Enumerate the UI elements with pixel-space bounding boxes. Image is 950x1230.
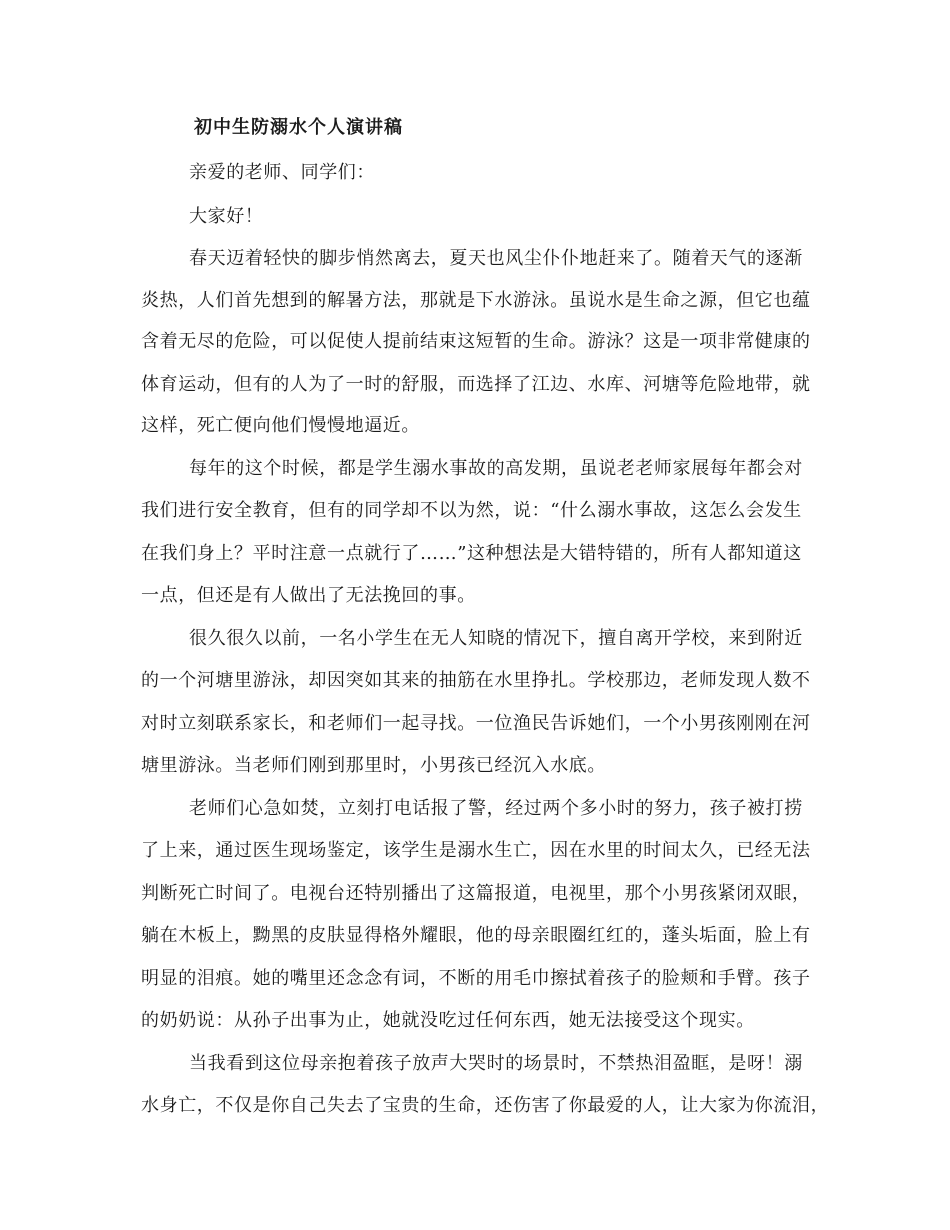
paragraph-line: 含着无尽的危险，可以促使人提前结束这短暂的生命。游泳？这是一项非常健康的 [141,331,811,352]
paragraph-line: 当我看到这位母亲抱着孩子放声大哭时的场景时，不禁热泪盈眶，是呀！溺 [189,1053,803,1074]
paragraph-line: 水身亡，不仅是你自己失去了宝贵的生命，还伤害了你最爱的人，让大家为你流泪， [141,1095,830,1116]
paragraph-line: 体育运动，但有的人为了一时的舒服，而选择了江边、水库、河塘等危险地带，就 [141,374,811,395]
paragraph-line: 老师们心急如焚，立刻打电话报了警，经过两个多小时的努力，孩子被打捞 [189,798,803,819]
paragraph-line: 塘里游泳。当老师们刚到那里时，小男孩已经沉入水底。 [141,755,606,776]
paragraph-line: 躺在木板上，黝黑的皮肤显得格外耀眼，他的母亲眼圈红红的，蓬头垢面，脸上有 [141,925,811,946]
paragraph-line: 我们进行安全教育，但有的同学却不以为然，说：“什么溺水事故，这怎么会发生 [141,500,802,521]
salutation: 亲爱的老师、同学们： [189,162,375,183]
paragraph-line: 明显的泪痕。她的嘴里还念念有词，不断的用毛巾擦拭着孩子的脸颊和手臂。孩子 [141,968,811,989]
paragraph-line: 每年的这个时候，都是学生溺水事故的高发期，虽说老老师家展每年都会对 [189,458,803,479]
document-title: 初中生防溺水个人演讲稿 [194,117,403,138]
paragraph-line: 对时立刻联系家长，和老师们一起寻找。一位渔民告诉她们，一个小男孩刚刚在河 [141,713,811,734]
paragraph-line: 在我们身上？平时注意一点就行了……”这种想法是大错特错的，所有人都知道这 [141,543,802,564]
paragraph-line: 了上来，通过医生现场鉴定，该学生是溺水生亡，因在水里的时间太久，已经无法 [141,840,811,861]
greeting: 大家好！ [189,206,264,227]
paragraph-line: 的奶奶说：从孙子出事为止，她就没吃过任何东西，她无法接受这个现实。 [141,1010,755,1031]
paragraph-line: 这样，死亡便向他们慢慢地逼近。 [141,415,420,436]
paragraph-line: 春天迈着轻快的脚步悄然离去，夏天也风尘仆仆地赶来了。随着天气的逐渐 [189,248,803,269]
paragraph-line: 一点，但还是有人做出了无法挽回的事。 [141,585,476,606]
paragraph-line: 炎热，人们首先想到的解暑方法，那就是下水游泳。虽说水是生命之源，但它也蕴 [141,290,811,311]
paragraph-line: 很久很久以前，一名小学生在无人知晓的情况下，擅自离开学校，来到附近 [189,628,803,649]
paragraph-line: 判断死亡时间了。电视台还特别播出了这篇报道，电视里，那个小男孩紧闭双眼， [141,883,811,904]
paragraph-line: 的一个河塘里游泳，却因突如其来的抽筋在水里挣扎。学校那边，老师发现人数不 [141,670,811,691]
